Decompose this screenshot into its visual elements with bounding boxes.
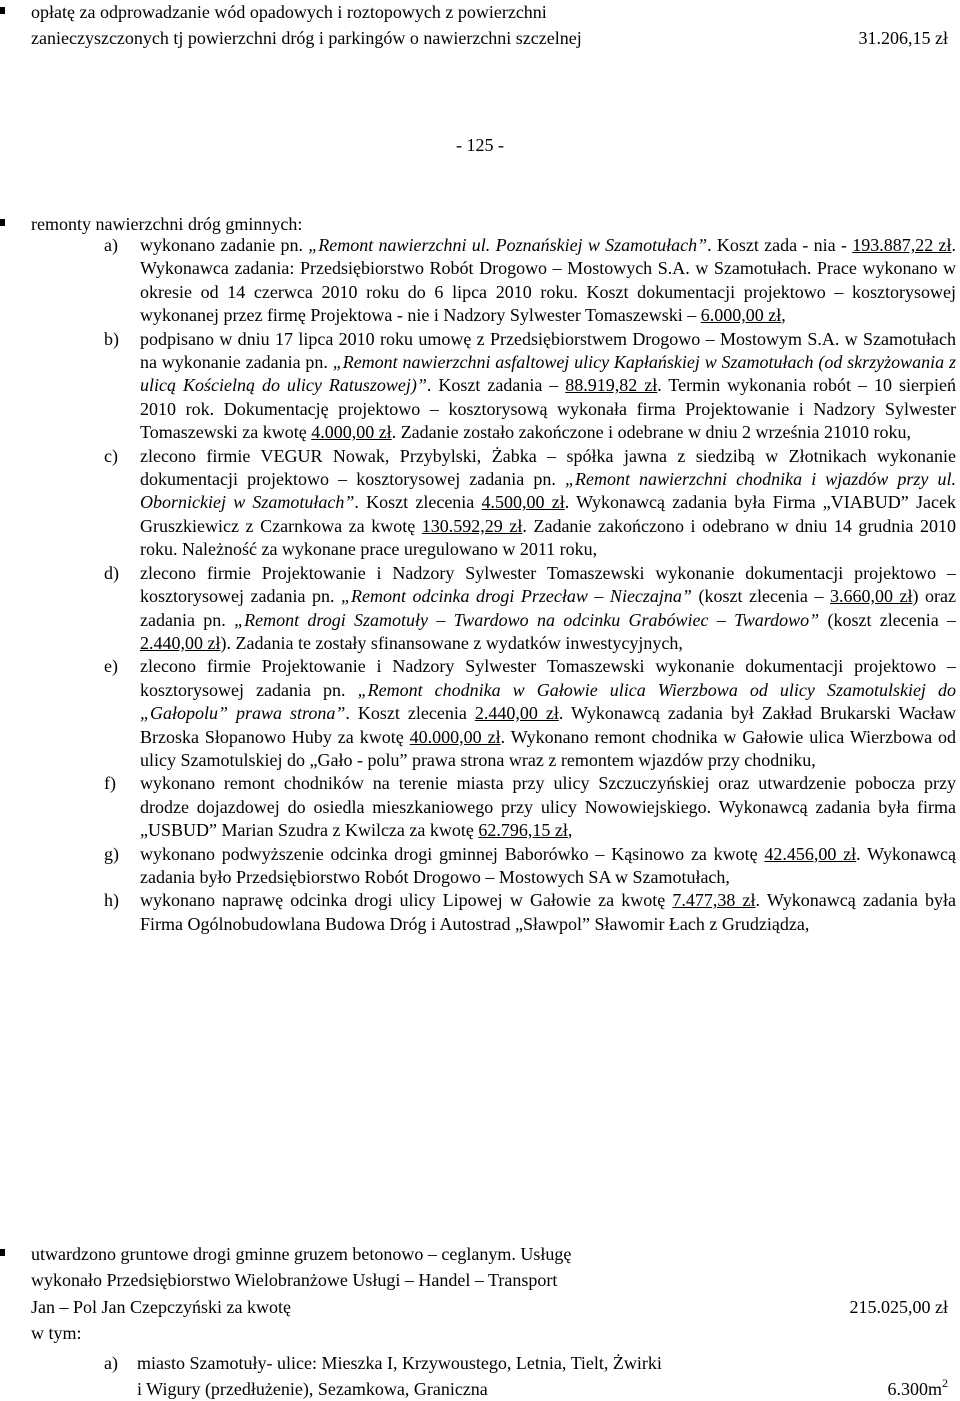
text-line: utwardzono gruntowe drogi gminne gruzem betonowo – ceglanym. Usługę [31, 1244, 572, 1264]
cost-amount: 40.000,00 zł [409, 726, 501, 747]
item-label: a) [104, 1353, 118, 1373]
item-label: b) [104, 328, 119, 349]
bullet-marker [0, 1249, 5, 1256]
cost-amount: 4.500,00 zł [481, 492, 565, 513]
amount: 215.025,00 zł [849, 1297, 948, 1317]
item-label: c) [104, 445, 118, 466]
text-line: i Wigury (przedłużenie), Sezamkowa, Graniczna [137, 1379, 488, 1399]
cost-amount: 88.919,82 zł [565, 375, 658, 396]
amount: 31.206,15 zł [858, 28, 948, 48]
cost-amount: 6.000,00 zł [700, 305, 782, 326]
list-item: f) wykonano remont chodników na terenie miasta przy ulicy Szczuczyńskiej oraz utwardzenie pobocza przy drodze dojazdowej do osiedla mieszkaniowego przy ulicy Nowowiejskiego. Wykonawcą zadania była firma „USBUD” Marian Szudra z Kwilcza za kwotę 62.796,15 zł, [104, 773, 956, 841]
cost-amount: 4.000,00 zł [311, 422, 392, 443]
item-label: e) [104, 656, 118, 677]
item-label: h) [104, 890, 119, 911]
repairs-list [104, 234, 956, 936]
list-item: h) wykonano naprawę odcinka drogi ulicy Lipowej w Gałowie za kwotę 7.477,38 zł. Wykonawcą zadania była Firma Ogólnobudowlana Budowa Dróg i Autostrad „Sławpol” Sławomir Łach z Grudziądza, [104, 890, 956, 934]
cost-amount: 130.592,29 zł [421, 515, 523, 536]
text-line: Jan – Pol Jan Czepczyński za kwotę [31, 1297, 291, 1317]
section-heading: remonty nawierzchni dróg gminnych: [31, 214, 303, 234]
page-number: - 125 - [456, 135, 504, 155]
list-item: d) zlecono firmie Projektowanie i Nadzory Sylwester Tomaszewski wykonanie dokumentacji projektowo – kosztorysowej zadania pn. „Remont odcinka drogi Przecław – Nieczajna” (koszt zlecenia – 3.660,00 zł) oraz zadania pn. „Remont drogi Szamotuły – Twardowo na odcinku Grabówiec – Twardowo” (koszt zlecenia – 2.440,00 zł). Zadania te zostały sfinansowane z wydatków inwestycyjnych, [104, 562, 957, 653]
cost-amount: 2.440,00 zł [474, 703, 559, 724]
bullet-marker [0, 219, 5, 226]
list-item: e) zlecono firmie Projektowanie i Nadzory Sylwester Tomaszewski wykonanie dokumentacji projektowo – kosztorysowej zadania pn. „Remont chodnika w Gałowie ulica Wierzbowa od ulicy Szamotulskiej do „Gałopolu” prawa strona”. Koszt zlecenia 2.440,00 zł. Wykonawcą zadania był Zakład Brukarski Wacław Brzoska Słopanowo Huby za kwotę 40.000,00 zł. Wykonano remont chodnika w Gałowie ulica Wierzbowa od ulicy Szamotulskiej do „Gało - polu” prawa strona wraz z remontem wjazdów przy chodniku, [104, 656, 957, 770]
text-line: w tym: [31, 1323, 82, 1343]
text-line: miasto Szamotuły- ulice: Mieszka I, Krzywoustego, Letnia, Tielt, Żwirki [137, 1353, 662, 1373]
cost-amount: 193.887,22 zł [852, 235, 952, 255]
cost-amount: 2.440,00 zł [140, 632, 221, 653]
cost-amount: 42.456,00 zł [764, 843, 857, 864]
item-label: g) [104, 843, 119, 864]
item-label: f) [104, 773, 116, 794]
list-item: c) zlecono firmie VEGUR Nowak, Przybylski, Żabka – spółka jawna z siedzibą w Złotnikach wykonanie dokumentacji projektowo – kosztorysowej zadania pn. „Remont nawierzchni chodnika i wjazdów przy ul. Obornickiej w Szamotułach”. Koszt zlecenia 4.500,00 zł. Wykonawcą zadania była Firma „VIABUD” Jacek Gruszkiewicz z Czarnkowa za kwotę 130.592,29 zł. Zadanie zakończono i odebrano w dniu 14 grudnia 2010 roku. Należność za wykonane prace uregulowano w 2011 roku, [104, 445, 956, 560]
area-amount: $6.300m^2$ [887, 1376, 948, 1399]
item-label: a) [104, 235, 118, 255]
cost-amount: 62.796,15 zł [478, 820, 568, 841]
bullet-marker [0, 7, 5, 14]
text-line: opłatę za odprowadzanie wód opadowych i roztopowych z powierzchni [31, 2, 547, 22]
list-item: b) podpisano w dniu 17 lipca 2010 roku umowę z Przedsiębiorstwem Drogowo – Mostowym S.A. w Szamotułach na wykonanie zadania pn. „Remont nawierzchni asfaltowej ulicy Kapłańskiej w Szamotułach (od skrzyżowania z ulicą Kościelną do ulicy Ratuszowej)”. Koszt zadania – 88.919,82 zł. Termin wykonania robót – 10 sierpień 2010 rok. Dokumentację projektowo – kosztorysową wykonała firma Projektowanie i Nadzory Sylwester Tomaszewski za kwotę 4.000,00 zł. Zadanie zostało zakończone i odebrane w dniu 2 września 21010 roku, [104, 328, 956, 443]
list-item: g) wykonano podwyższenie odcinka drogi gminnej Baborówko – Kąsinowo za kwotę 42.456,00 zł. Wykonawcą zadania było Przedsiębiorstwo Robót Drogowo – Mostowych SA w Szamotułach, [104, 843, 956, 887]
text-line: wykonało Przedsiębiorstwo Wielobranżowe Usługi – Handel – Transport [31, 1270, 558, 1290]
cost-amount: 7.477,38 zł [672, 890, 756, 911]
text-line: zanieczyszczonych tj powierzchni dróg i parkingów o nawierzchni szczelnej [31, 28, 582, 48]
cost-amount: 3.660,00 zł [829, 586, 913, 607]
item-label: d) [104, 562, 119, 583]
list-item: a) wykonano zadanie pn. „Remont nawierzchni ul. Poznańskiej w Szamotułach”. Koszt zada - nia - 193.887,22 zł. Wykonawca zadania: Przedsiębiorstwo Robót Drogowo – Mostowych S.A. w Szamotułach. Prace wykonano w okresie od 14 czerwca 2010 roku do 6 lipca 2010 roku. Koszt dokumentacji projektowo – kosztorysowej wykonanej przez firmę Projektowa - nie i Nadzory Sylwester Tomaszewski – 6.000,00 zł, [104, 235, 956, 326]
